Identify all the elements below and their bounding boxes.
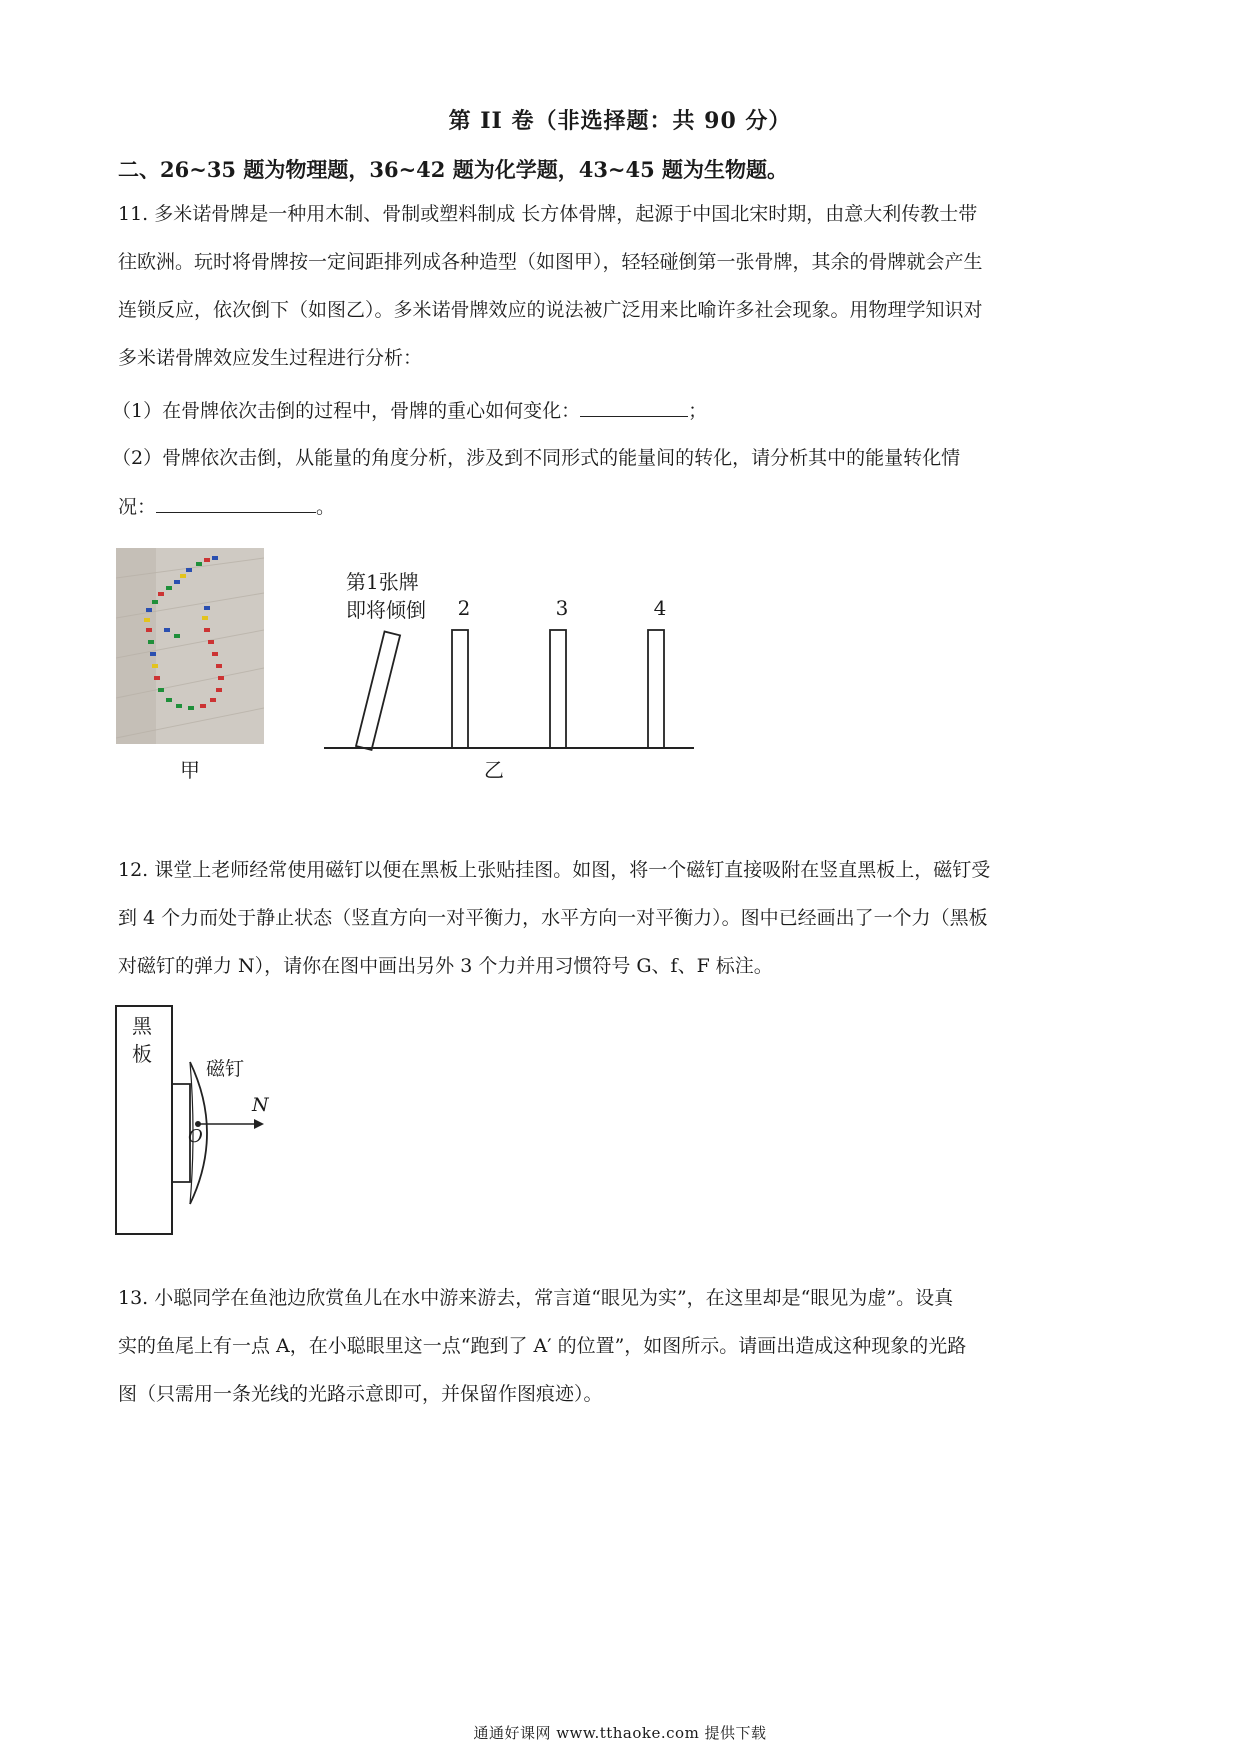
force-n-label: N (252, 1094, 269, 1116)
q11-answer-blank-1[interactable] (580, 398, 688, 417)
q11-sub1 (112, 398, 707, 423)
section-title: 第 II 卷（非选择题：共 90 分） (448, 108, 792, 134)
q11-sub2-suffix: 。 (316, 496, 336, 518)
part-header: 二、26~35 题为物理题，36~42 题为化学题，43~45 题为生物题。 (118, 157, 789, 182)
tile-4 (648, 630, 664, 748)
q11-sub2-prefix: 况： (118, 496, 157, 518)
q12-line-1: 12. 课堂上老师经常使用磁钉以便在黑板上张贴挂图。如图，将一个磁钉直接吸附在竖直黑板上，磁钉受 (118, 859, 991, 881)
q11-line-2: 往欧洲。玩时将骨牌按一定间距排列成各种造型（如图甲），轻轻碰倒第一张骨牌，其余的骨牌就会产生 (118, 251, 983, 273)
tilting-tile (356, 632, 400, 750)
magnet-label: 磁钉 (206, 1058, 245, 1080)
blackboard-label-2: 板 (132, 1042, 152, 1066)
tile-2 (452, 630, 468, 748)
q13-line-3: 图（只需用一条光线的光路示意即可，并保留作图痕迹）。 (118, 1383, 603, 1405)
tile-number-3: 3 (555, 596, 569, 620)
q11-line-3: 连锁反应，依次倒下（如图乙）。多米诺骨牌效应的说法被广泛用来比喻许多社会现象。用物理学知识对 (118, 299, 983, 321)
q11-answer-blank-2[interactable] (156, 494, 316, 513)
figure-jia-caption: 甲 (180, 758, 200, 782)
q11-sub2-line-1: （2）骨牌依次击倒，从能量的角度分析，涉及到不同形式的能量间的转化，请分析其中的能量转化情 (112, 447, 961, 469)
first-tile-label-line-1: 第1张牌 (346, 570, 419, 594)
tile-number-4: 4 (653, 596, 667, 620)
figure-yi-caption: 乙 (484, 758, 504, 782)
blackboard-label (132, 1012, 152, 1068)
q11-sub1-suffix: ； (688, 400, 708, 422)
first-tile-label-line-2: 即将倾倒 (346, 598, 426, 622)
q12-line-3: 对磁钉的弹力 N），请你在图中画出另外 3 个力并用习惯符号 G、f、F 标注。 (118, 955, 773, 977)
q13-line-1: 13. 小聪同学在鱼池边欣赏鱼儿在水中游来游去，常言道“眼见为实”，在这里却是“眼见为虚”。设真 (118, 1287, 954, 1309)
tile-number-2: 2 (457, 596, 471, 620)
point-o-label: O (188, 1126, 203, 1147)
first-tile-label (346, 568, 426, 624)
q11-sub2-line-2 (118, 494, 335, 519)
domino-photo (116, 548, 264, 744)
tile-3 (550, 630, 566, 748)
q13-line-2: 实的鱼尾上有一点 A，在小聪眼里这一点“跑到了 A′ 的位置”，如图所示。请画出造成这种现象的光路 (118, 1335, 967, 1357)
q12-line-2: 到 4 个力而处于静止状态（竖直方向一对平衡力，水平方向一对平衡力）。图中已经画出了一个力（黑板 (118, 907, 988, 929)
page-footer: 通通好课网 www.tthaoke.com 提供下载 (473, 1724, 767, 1742)
blackboard-label-1: 黑 (132, 1014, 152, 1038)
q11-sub1-prefix: （1）在骨牌依次击倒的过程中，骨牌的重心如何变化： (112, 400, 581, 422)
q11-line-1: 11. 多米诺骨牌是一种用木制、骨制或塑料制成 长方体骨牌，起源于中国北宋时期，由意大利传教士带 (118, 203, 978, 225)
q11-line-4: 多米诺骨牌效应发生过程进行分析： (118, 347, 423, 369)
